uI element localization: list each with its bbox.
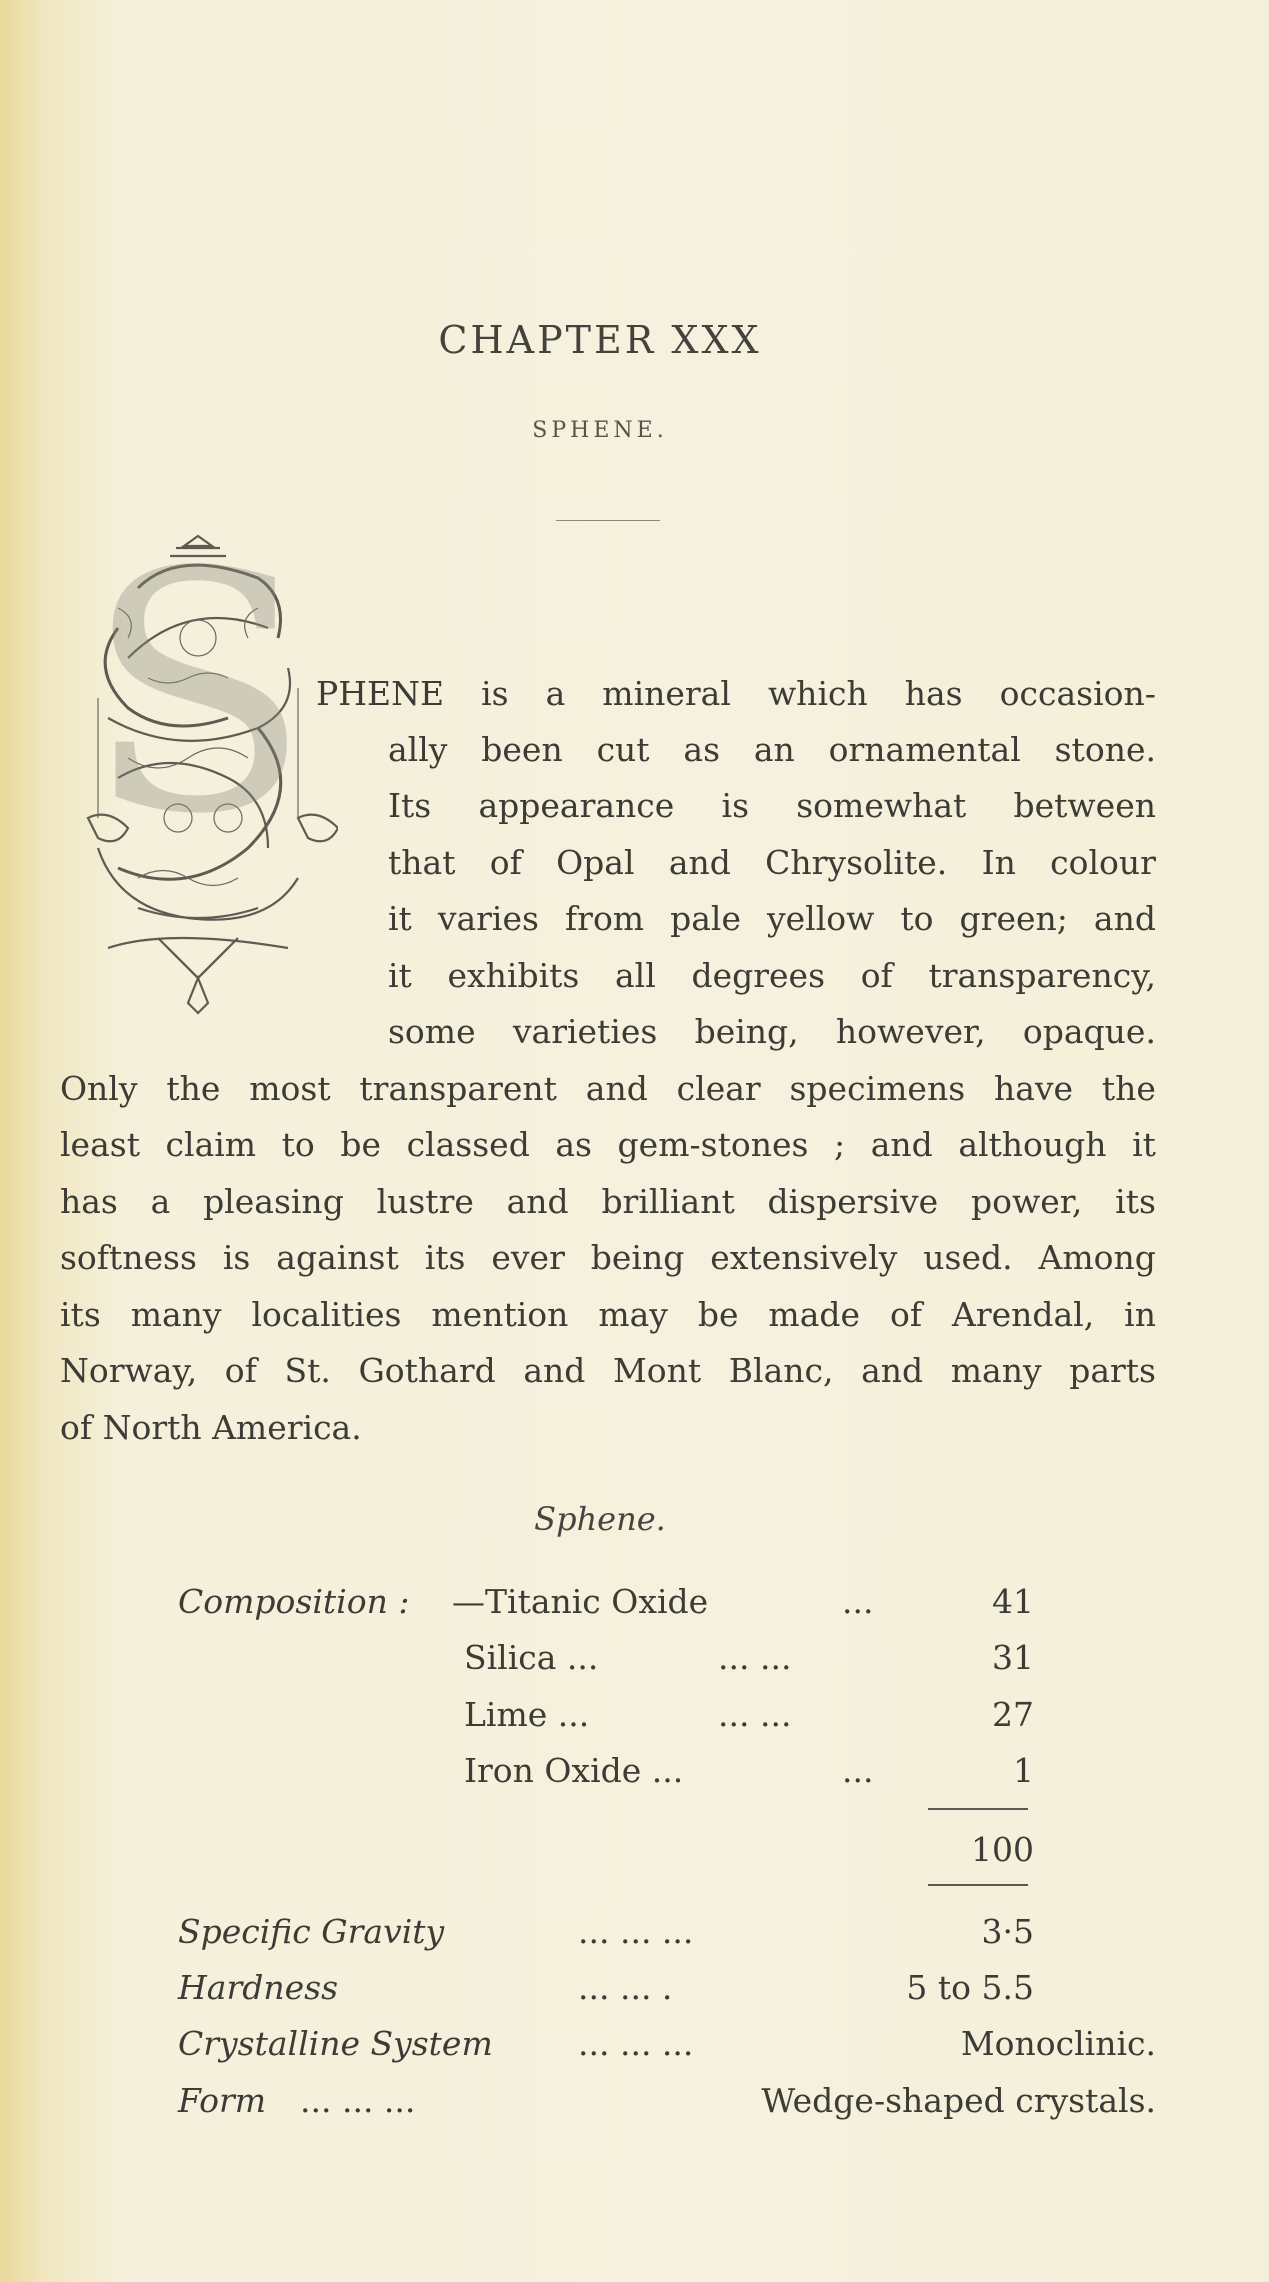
word: transparency, [928, 956, 1156, 995]
word: of [889, 1295, 923, 1334]
property-label: Crystalline System [178, 2024, 493, 2063]
word: it [1132, 1125, 1156, 1164]
word: mention [431, 1295, 569, 1334]
word: its [60, 1295, 101, 1334]
word: from [564, 899, 645, 938]
paragraph-line [388, 956, 1156, 996]
word: ever [491, 1238, 565, 1277]
word: St. [284, 1351, 331, 1390]
word: softness [60, 1238, 197, 1277]
word: ornamental [828, 730, 1021, 769]
composition-value: 31 [992, 1638, 1034, 1677]
word: brilliant [601, 1182, 735, 1221]
word: clear [676, 1069, 761, 1108]
word: that [388, 843, 456, 882]
word: its [424, 1238, 466, 1277]
word: however, [835, 1012, 986, 1051]
paragraph-line: of North America. [60, 1408, 362, 1447]
word: Its [388, 786, 432, 825]
paragraph-line [60, 1182, 1156, 1222]
word: in [1124, 1295, 1156, 1334]
word: varies [437, 899, 539, 938]
chapter-heading: CHAPTER XXX [438, 318, 762, 362]
word: colour [1050, 843, 1156, 882]
word: pale [670, 899, 741, 938]
word: between [1013, 786, 1156, 825]
word: and [523, 1351, 586, 1390]
word: In [981, 843, 1016, 882]
word: and [585, 1069, 648, 1108]
word: a [150, 1182, 171, 1221]
composition-value: 41 [992, 1582, 1034, 1621]
composition-value: 1 [1013, 1751, 1034, 1790]
word: used. [923, 1238, 1013, 1277]
word: and [861, 1351, 924, 1390]
property-dots: ... ... . [578, 1968, 673, 2007]
word: varieties [512, 1012, 658, 1051]
word: of [224, 1351, 257, 1390]
word: gem-stones [617, 1125, 809, 1164]
paragraph-line [388, 786, 1156, 826]
property-value: 3·5 [981, 1912, 1034, 1951]
word: of [860, 956, 893, 995]
property-value: 5 to 5.5 [906, 1968, 1034, 2007]
word: some [388, 1012, 476, 1051]
word: which [767, 674, 868, 713]
word: many [130, 1295, 222, 1334]
property-value: Wedge-shaped crystals. [761, 2081, 1156, 2120]
composition-dots: ... ... [718, 1695, 792, 1734]
word: pleasing [203, 1182, 344, 1221]
property-label: Form [178, 2081, 267, 2120]
paragraph-line [388, 899, 1156, 939]
word: made [768, 1295, 861, 1334]
property-dots: ... ... ... [578, 1912, 694, 1951]
paragraph-line [388, 843, 1156, 883]
word: being [590, 1238, 685, 1277]
word: dispersive [767, 1182, 939, 1221]
word: most [249, 1069, 331, 1108]
word: power, [970, 1182, 1083, 1221]
word: is [481, 674, 509, 713]
word: against [276, 1238, 399, 1277]
word: ally [388, 730, 448, 769]
svg-text:S: S [84, 518, 312, 886]
sum-rule [928, 1808, 1028, 1810]
word: many [950, 1351, 1042, 1390]
word: Opal [556, 843, 635, 882]
word: Gothard [358, 1351, 496, 1390]
title-rule [556, 520, 660, 521]
word: of [489, 843, 522, 882]
composition-value: 27 [992, 1695, 1034, 1734]
word: Only [60, 1069, 138, 1108]
paragraph-line [60, 1351, 1156, 1391]
word: extensively [710, 1238, 898, 1277]
word: somewhat [796, 786, 967, 825]
word: degrees [691, 956, 826, 995]
word: is [222, 1238, 251, 1277]
word: it [388, 956, 412, 995]
paragraph-line [388, 730, 1156, 770]
word: has [904, 674, 963, 713]
paragraph-line [60, 1238, 1156, 1278]
word: appearance [478, 786, 675, 825]
word: as [683, 730, 721, 769]
word: claim [165, 1125, 257, 1164]
word: all [615, 956, 656, 995]
chapter-subtitle: SPHENE. [532, 418, 668, 443]
word: specimens [789, 1069, 966, 1108]
word: transparent [359, 1069, 557, 1108]
word: to [281, 1125, 315, 1164]
word: occasion- [999, 674, 1156, 713]
word: cut [596, 730, 650, 769]
sum-rule [928, 1884, 1028, 1886]
paragraph-line [388, 1012, 1156, 1052]
word: as [555, 1125, 592, 1164]
word: the [166, 1069, 221, 1108]
word: stone. [1054, 730, 1156, 769]
composition-dots: ... [842, 1582, 874, 1621]
word: Arendal, [951, 1295, 1095, 1334]
word: be [697, 1295, 739, 1334]
property-label: Specific Gravity [178, 1912, 445, 1951]
composition-name: Lime ... [464, 1695, 590, 1734]
word: PHENE [316, 674, 445, 713]
word: classed [406, 1125, 530, 1164]
composition-name: —Titanic Oxide [452, 1582, 709, 1621]
composition-total: 100 [971, 1830, 1034, 1869]
table-caption: Sphene. [534, 1500, 666, 1538]
word: been [481, 730, 563, 769]
composition-name: Silica ... [464, 1638, 599, 1677]
word: has [60, 1182, 118, 1221]
property-dots: ... ... ... [578, 2024, 694, 2063]
word: and [1093, 899, 1156, 938]
ornamental-initial-s [58, 518, 338, 1023]
word: lustre [376, 1182, 474, 1221]
word: is [721, 786, 750, 825]
composition-label: Composition : [178, 1582, 410, 1621]
paragraph-line [60, 1069, 1156, 1109]
property-value: Monoclinic. [960, 2024, 1156, 2063]
word: to [900, 899, 934, 938]
composition-dots: ... [842, 1751, 874, 1790]
word: be [340, 1125, 382, 1164]
word: least [60, 1125, 140, 1164]
word: being, [694, 1012, 799, 1051]
word: may [598, 1295, 668, 1334]
word: localities [251, 1295, 402, 1334]
composition-dots: ... ... [718, 1638, 792, 1677]
word: and [668, 843, 731, 882]
paragraph-line [60, 1295, 1156, 1335]
word: ; [834, 1125, 846, 1164]
paragraph-line [60, 1125, 1156, 1165]
word: opaque. [1022, 1012, 1156, 1051]
word: Norway, [60, 1351, 198, 1390]
word: although [958, 1125, 1107, 1164]
word: an [753, 730, 795, 769]
word: exhibits [447, 956, 580, 995]
word: and [870, 1125, 933, 1164]
word: a [545, 674, 566, 713]
word: the [1101, 1069, 1156, 1108]
paragraph-line [316, 674, 1156, 714]
word: yellow [767, 899, 875, 938]
word: Chrysolite. [765, 843, 948, 882]
property-label: Hardness [178, 1968, 339, 2007]
word: have [993, 1069, 1074, 1108]
word: parts [1069, 1351, 1156, 1390]
composition-name: Iron Oxide ... [464, 1751, 684, 1790]
word: Mont [613, 1351, 702, 1390]
word: it [388, 899, 412, 938]
word: green; [959, 899, 1068, 938]
word: mineral [602, 674, 731, 713]
word: Among [1038, 1238, 1156, 1277]
word: Blanc, [728, 1351, 834, 1390]
word: its [1115, 1182, 1156, 1221]
property-dots: ... ... ... [300, 2081, 416, 2120]
word: and [506, 1182, 569, 1221]
